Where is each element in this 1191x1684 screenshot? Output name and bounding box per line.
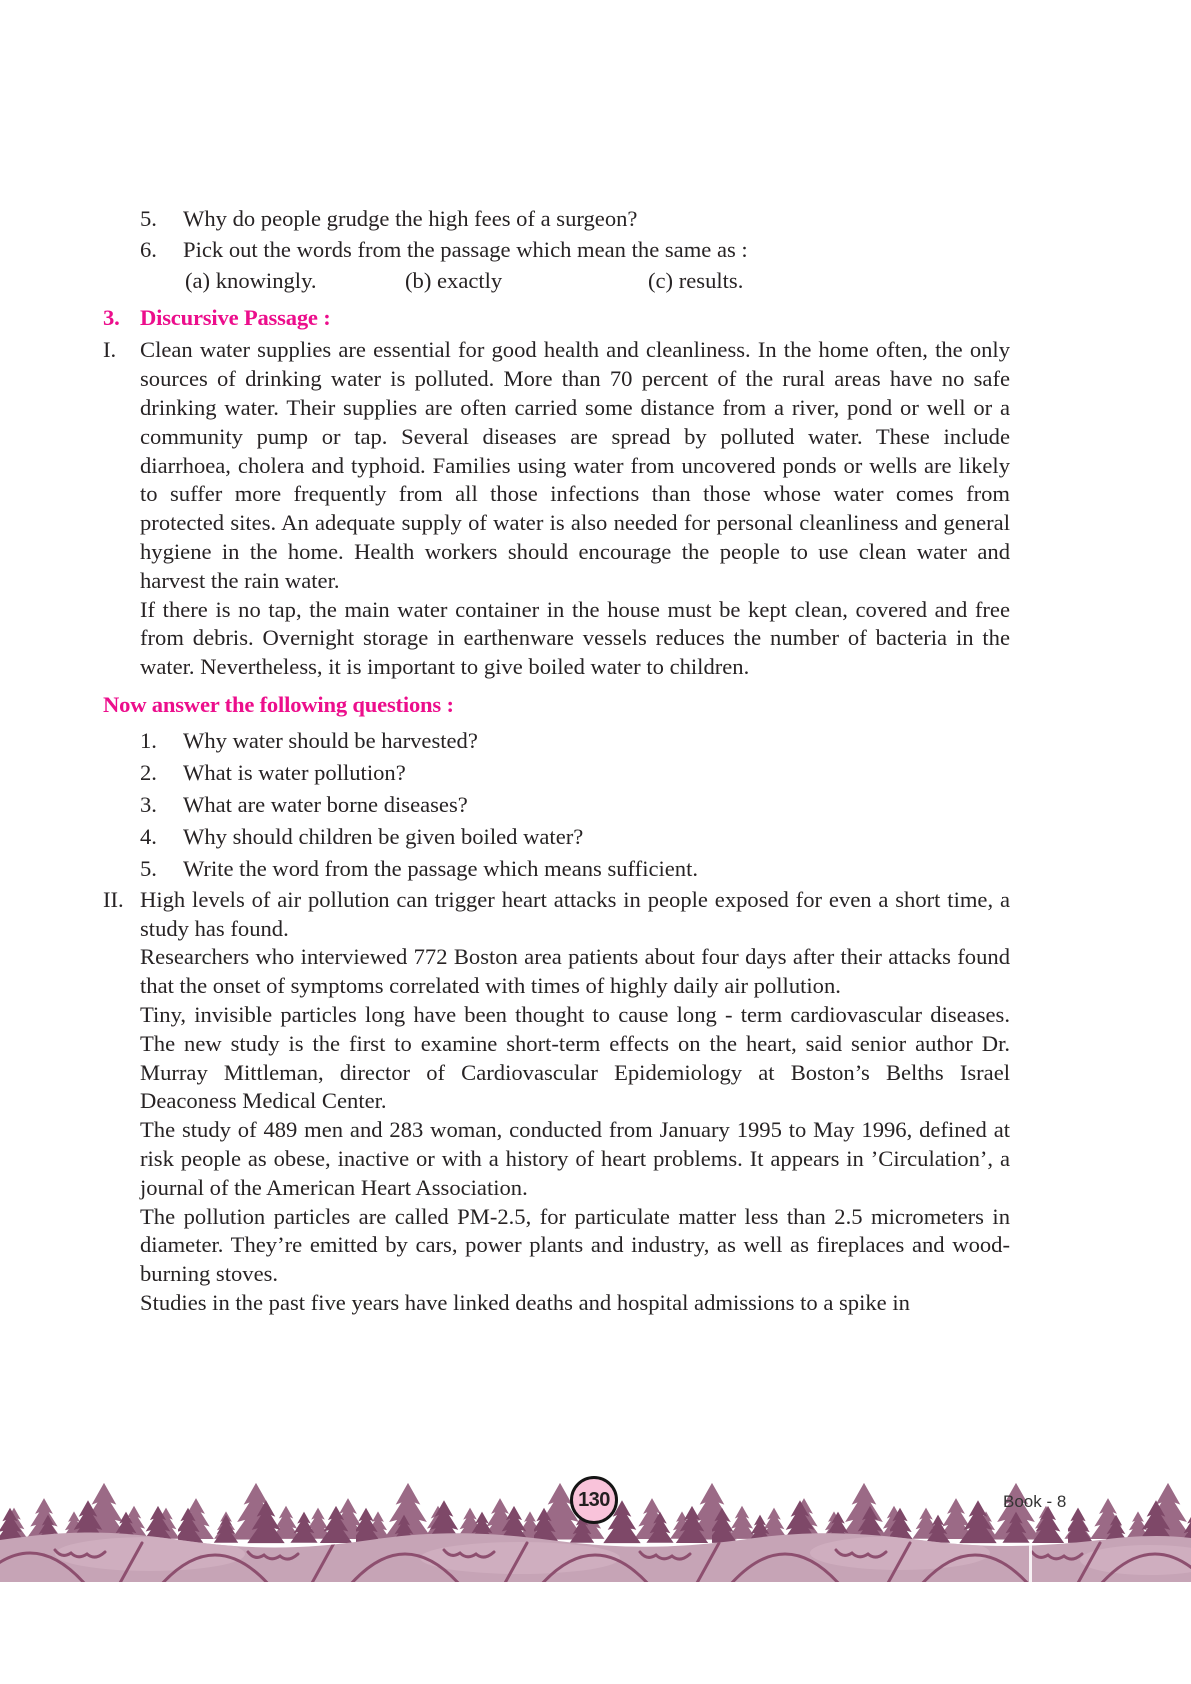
passage-2-paragraph: Tiny, invisible particles long have been thought to cause long - term cardiovascular diseases. The new study is the first to examine short-term effects on the heart, said senior author Dr. Murray Mittleman, director of Cardiovascular Epidemiology at Boston’s Belths Israel Deaconess Medical Center. bbox=[140, 1001, 1010, 1114]
section-number: 3. bbox=[103, 304, 120, 330]
passage-2-marker: II. bbox=[103, 886, 124, 912]
question-row bbox=[103, 236, 1010, 265]
question-text: What are water borne diseases? bbox=[183, 791, 468, 817]
passage-2-paragraph: High levels of air pollution can trigger heart attacks in people exposed for even a short time, a study has found. bbox=[140, 886, 1010, 941]
question-row bbox=[103, 758, 1010, 787]
passage-1-text bbox=[140, 336, 1010, 682]
question-text: What is water pollution? bbox=[183, 759, 406, 785]
page-number: 130 bbox=[578, 1488, 610, 1511]
question-number: 5. bbox=[140, 855, 157, 881]
question-row bbox=[103, 205, 1010, 234]
passage-1-marker: I. bbox=[103, 337, 117, 363]
question-number: 4. bbox=[140, 823, 157, 849]
question-text: Pick out the words from the passage which mean the same as : bbox=[183, 236, 748, 262]
question-number: 1. bbox=[140, 727, 157, 753]
passage-1 bbox=[103, 336, 1010, 682]
page-number-badge bbox=[570, 1476, 618, 1524]
section-heading bbox=[103, 304, 1010, 333]
options-row bbox=[103, 267, 1010, 298]
question-row bbox=[103, 726, 1010, 755]
section-title: Discursive Passage : bbox=[140, 304, 331, 330]
passage-2-text bbox=[140, 886, 1010, 1318]
passage-2-paragraph: Studies in the past five years have linked deaths and hospital admissions to a spike in bbox=[140, 1289, 910, 1315]
question-number: 6. bbox=[140, 236, 157, 262]
question-text: Why should children be given boiled water? bbox=[183, 823, 584, 849]
question-row bbox=[103, 854, 1010, 883]
passage-1-paragraph: If there is no tap, the main water container in the house must be kept clean, covered and free from debris. Overnight storage in earthenware vessels reduces the number of bacteria in the water. Nevertheless, it is important to give boiled water to children. bbox=[140, 596, 1010, 680]
passage-2-paragraph: The study of 489 men and 283 woman, conducted from January 1995 to May 1996, defined at risk people as obese, inactive or with a history of heart problems. It appears in ’Circulation’, a journal of the American Heart Association. bbox=[140, 1117, 1010, 1200]
question-text: Why do people grudge the high fees of a surgeon? bbox=[183, 206, 638, 231]
option-c: (c) results. bbox=[648, 267, 744, 293]
passage-1-paragraph: Clean water supplies are essential for good health and cleanliness. In the home often, the only sources of drinking water is polluted. More than 70 percent of the rural areas have no safe drinking water. Their supplies are often carried some distance from a river, pond or well or a community pump or tap. Several diseases are spread by polluted water. These include diarrhoea, cholera and typhoid. Families using water from uncovered ponds or wells are likely to suffer more frequently from all those infections than those whose water comes from protected sites. An adequate supply of water is also needed for personal cleanliness and general hygiene in the home. Health workers should encourage the people to use clean water and harvest the rain water. bbox=[140, 337, 1010, 593]
passage-2-paragraph: Researchers who interviewed 772 Boston area patients about four days after their attacks found that the onset of symptoms correlated with times of highly daily air pollution. bbox=[140, 944, 1010, 999]
questions-heading: Now answer the following questions : bbox=[103, 691, 454, 717]
option-b: (b) exactly bbox=[405, 267, 503, 293]
question-number: 2. bbox=[140, 759, 157, 785]
passage-2 bbox=[103, 886, 1010, 1318]
question-row bbox=[103, 822, 1010, 851]
question-number: 3. bbox=[140, 791, 157, 817]
page-content bbox=[103, 205, 1010, 1318]
question-text: Write the word from the passage which means sufficient. bbox=[183, 855, 699, 881]
passage-2-paragraph: The pollution particles are called PM-2.5, for particulate matter less than 2.5 micrometers in diameter. They’re emitted by cars, power plants and industry, as well as fireplaces and wood- burning stoves. bbox=[140, 1203, 1010, 1287]
question-row bbox=[103, 790, 1010, 819]
book-label: Book - 8 bbox=[1003, 1492, 1067, 1511]
questions-list bbox=[103, 726, 1010, 883]
question-number: 5. bbox=[140, 206, 157, 231]
option-a: (a) knowingly. bbox=[185, 267, 317, 293]
question-text: Why water should be harvested? bbox=[183, 727, 478, 753]
